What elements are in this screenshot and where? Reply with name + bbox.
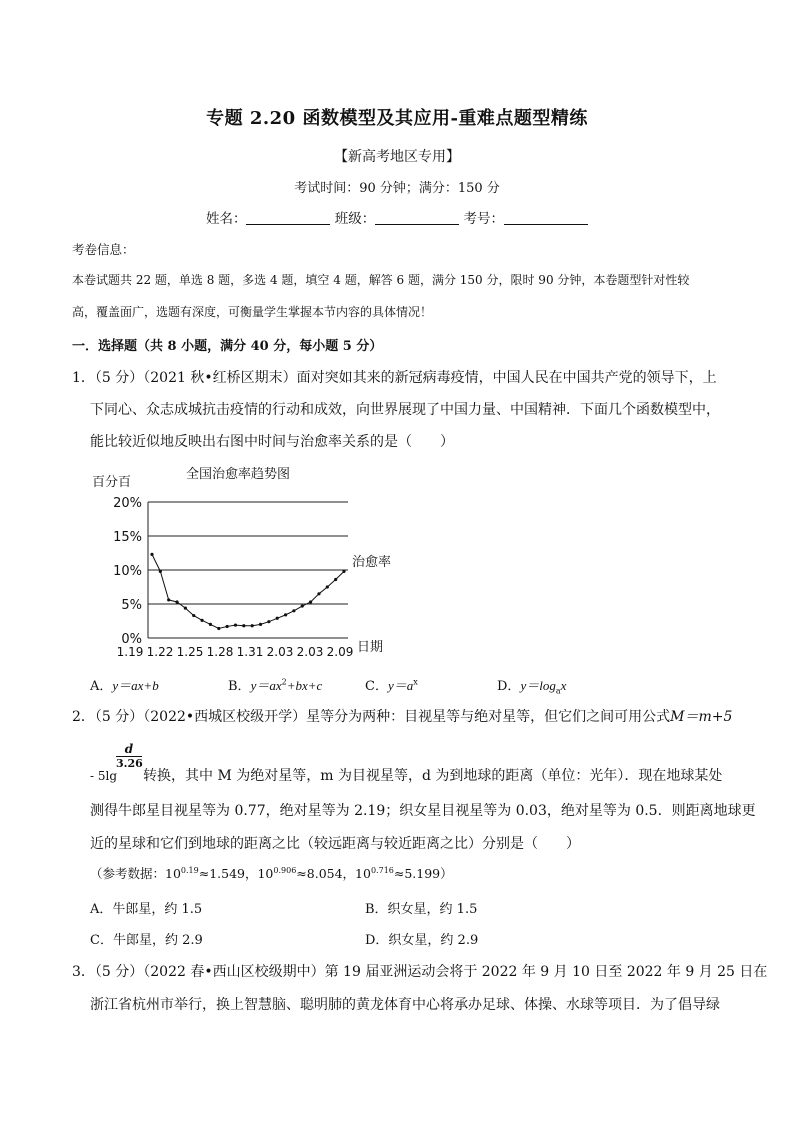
q3-line-1: 3．（5 分）（2022 春•西山区校级期中）第 19 届亚洲运动会将于 2022 年 9 月 10 日至 2022 年 9 月 25 日在 xyxy=(72,964,768,980)
q2-line-4: 近的星球和它们到地球的距离之比（较远距离与较近距离之比）分别是（ ） xyxy=(90,836,580,852)
chart-title: 全国治愈率趋势图 xyxy=(186,467,291,482)
data-point xyxy=(175,600,178,603)
number-field[interactable] xyxy=(504,210,588,225)
chart-gridlines xyxy=(148,502,348,638)
data-point xyxy=(267,620,270,623)
data-point xyxy=(284,613,287,616)
y-tick-label: 5% xyxy=(121,598,142,613)
data-point xyxy=(251,624,254,627)
data-point xyxy=(200,619,203,622)
x-tick-label: 1.28 xyxy=(206,645,234,659)
q2-fraction: $\frac{d}{3.26}$ xyxy=(116,742,143,770)
data-point xyxy=(217,627,220,630)
q2-option-a[interactable]: A．牛郎星，约 1.5 xyxy=(90,902,203,917)
q1-line-2: 下同心、众志成城抗击疫情的行动和成效，向世界展现了中国力量、中国精神．下面几个函数模型中， xyxy=(90,402,720,418)
x-tick-label: 2.03 xyxy=(266,645,294,659)
x-tick-label: 1.31 xyxy=(236,645,264,659)
data-point xyxy=(309,600,312,603)
exam-info: 考试时间：90 分钟；满分：150 分 xyxy=(294,181,500,196)
data-point xyxy=(334,578,337,581)
data-point xyxy=(342,570,345,573)
x-tick-label: 2.09 xyxy=(326,645,354,659)
name-label: 姓名： xyxy=(205,211,247,227)
class-label: 班级： xyxy=(334,211,376,227)
section-heading: 一．选择题（共 8 小题，满分 40 分，每小题 5 分） xyxy=(72,339,383,354)
q3-line-2: 浙江省杭州市举行，换上智慧脑、聪明肺的黄龙体育中心将承办足球、体操、水球等项目．为了倡导绿 xyxy=(90,997,720,1013)
y-tick-label: 0% xyxy=(121,632,142,647)
class-field[interactable] xyxy=(375,210,459,225)
x-tick-label: 1.19 xyxy=(116,645,144,659)
info-line-1: 本卷试题共 22 题，单选 8 题，多选 4 题，填空 4 题，解答 6 题，满分 150 分，限时 90 分钟，本卷题型针对性较 xyxy=(72,273,690,287)
data-point xyxy=(167,598,170,601)
data-point xyxy=(209,623,212,626)
chart-y-label: 百分百 xyxy=(92,475,132,490)
data-point xyxy=(184,606,187,609)
chart-x-ticks xyxy=(117,645,354,659)
y-tick-label: 10% xyxy=(113,564,142,579)
q1-option-a[interactable]: A．y＝ax+b xyxy=(90,678,159,694)
data-point xyxy=(234,623,237,626)
y-tick-label: 15% xyxy=(113,530,142,545)
data-point xyxy=(226,625,229,628)
q2-option-b[interactable]: B．织女星，约 1.5 xyxy=(365,902,478,917)
info-heading: 考卷信息： xyxy=(72,242,135,257)
data-point xyxy=(326,585,329,588)
data-point xyxy=(292,609,295,612)
x-tick-label: 1.25 xyxy=(176,645,204,659)
data-point xyxy=(242,624,245,627)
page-subtitle: 【新高考地区专用】 xyxy=(334,149,460,165)
x-tick-label: 2.03 xyxy=(296,645,324,659)
chart-y-ticks xyxy=(113,496,142,647)
data-point xyxy=(159,570,162,573)
data-point xyxy=(259,623,262,626)
data-point xyxy=(317,592,320,595)
q1-line-3: 能比较近似地反映出右图中时间与治愈率关系的是（ ） xyxy=(90,434,454,450)
q1-option-b[interactable]: B．$y=ax^2+bx+c$ xyxy=(228,677,323,694)
q2-reference-data: （参考数据：$10^{0.19}\approx 1.549$，$10^{0.906}\approx 8.054$，$10^{0.716}\approx 5.199$） xyxy=(90,865,453,881)
chart-x-label: 日期 xyxy=(357,640,384,655)
q1-option-c[interactable]: C．$y=a^x$ xyxy=(365,677,418,694)
data-point xyxy=(276,617,279,620)
x-tick-label: 1.22 xyxy=(146,645,174,659)
q1-line-1: 1．（5 分）（2021 秋•红桥区期末）面对突如其来的新冠病毒疫情，中国人民在中国共产党的领导下，上 xyxy=(72,370,717,386)
data-point xyxy=(150,553,153,556)
info-line-2: 高，覆盖面广，选题有深度，可衡量学生掌握本节内容的具体情况！ xyxy=(72,305,433,319)
name-field[interactable] xyxy=(246,210,330,225)
chart-series-label: 治愈率 xyxy=(352,555,392,570)
q2-line-2: - 5lg 转换，其中 M 为绝对星等，m 为目视星等，d 为到地球的距离（单位：光年）．现在地球某处 xyxy=(90,768,723,784)
cure-rate-points xyxy=(150,553,345,630)
data-point xyxy=(301,604,304,607)
cure-rate-line xyxy=(152,554,344,628)
y-tick-label: 20% xyxy=(113,496,142,511)
q1-option-d[interactable]: D．$y=\log_ax$ xyxy=(497,678,567,696)
page-title: 专题 2.20 函数模型及其应用-重难点题型精练 xyxy=(206,108,588,129)
number-label: 考号： xyxy=(463,211,505,227)
student-fields xyxy=(0,207,794,227)
q2-option-d[interactable]: D．织女星，约 2.9 xyxy=(365,933,479,948)
cure-rate-chart xyxy=(86,460,416,665)
q2-line-3: 测得牛郎星目视星等为 0.77，绝对星等为 2.19；织女星目视星等为 0.03，绝对星等为 0.5．则距离地球更 xyxy=(90,803,756,819)
q2-line-1: 2．（5 分）（2022•西城区校级开学）星等分为两种：目视星等与绝对星等，但它们之间可用公式M＝m+5 xyxy=(72,709,733,725)
data-point xyxy=(192,614,195,617)
q2-option-c[interactable]: C．牛郎星，约 2.9 xyxy=(90,933,203,948)
